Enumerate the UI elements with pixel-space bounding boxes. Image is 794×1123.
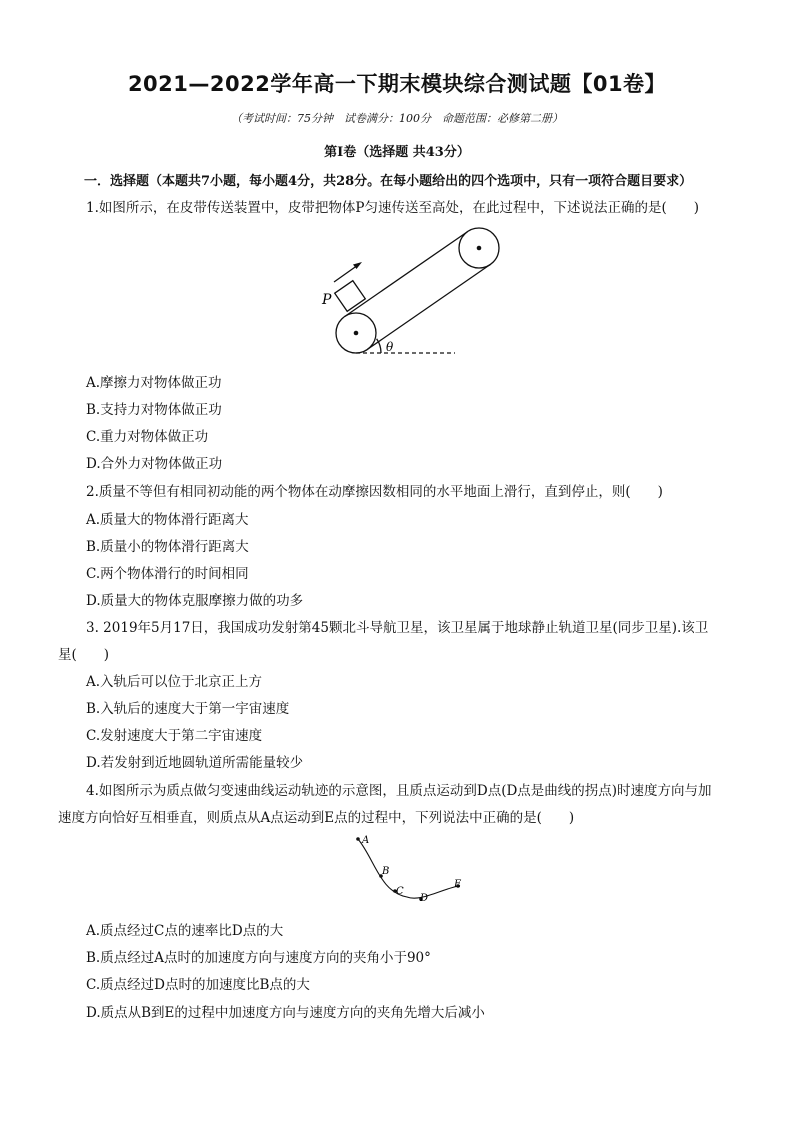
- label-d: D: [420, 893, 429, 904]
- q4-option-c: C.质点经过D点时的加速度比B点的大: [86, 977, 310, 993]
- exam-title: 2021—2022学年高一下期末模块综合测试题【01卷】: [127, 72, 667, 96]
- q4-option-b: B.质点经过A点时的加速度方向与速度方向的夹角小于90°: [86, 950, 431, 966]
- q3-option-d: D.若发射到近地圆轨道所需能量较少: [86, 755, 304, 771]
- belt-bottom: [367, 264, 490, 349]
- q4-stem-line1: 4.如图所示为质点做匀变速曲线运动轨迹的示意图，且质点运动到D点(D点是曲线的拐点)时速度方向与加: [86, 783, 712, 799]
- q1-belt-figure: [310, 225, 510, 360]
- q4-trajectory-figure: [340, 830, 480, 910]
- label-c: C: [396, 886, 404, 897]
- label-a: A: [362, 835, 370, 846]
- q2-option-c: C.两个物体滑行的时间相同: [86, 566, 249, 582]
- label-theta: θ: [386, 340, 394, 354]
- q1-option-a: A.摩擦力对物体做正功: [86, 375, 222, 391]
- lower-pulley-axle: [354, 331, 359, 336]
- q4-option-a: A.质点经过C点的速率比D点的大: [86, 923, 284, 939]
- label-e: E: [454, 879, 462, 890]
- block-p: [335, 281, 366, 312]
- q3-option-c: C.发射速度大于第二宇宙速度: [86, 728, 263, 744]
- exam-subtitle: （考试时间：75分钟 试卷满分：100分 命题范围：必修第二册）: [231, 112, 563, 125]
- section-title: 第Ⅰ卷（选择题 共43分）: [324, 145, 470, 160]
- part-instructions: 一．选择题（本题共7小题，每小题4分，共28分。在每小题给出的四个选项中，只有一项符合题目要求）: [84, 174, 693, 189]
- q3-stem-line2: 星( ): [58, 647, 110, 663]
- velocity-arrow: [334, 262, 362, 282]
- q4-stem-line2: 速度方向恰好互相垂直，则质点从A点运动到E点的过程中，下列说法中正确的是( ): [58, 810, 575, 826]
- q2-option-d: D.质量大的物体克服摩擦力做的功多: [86, 593, 304, 609]
- belt-top: [345, 232, 468, 317]
- q3-option-b: B.入轨后的速度大于第一宇宙速度: [86, 701, 290, 717]
- q1-option-b: B.支持力对物体做正功: [86, 402, 222, 418]
- q3-stem-line1: 3. 2019年5月17日，我国成功发射第45颗北斗导航卫星，该卫星属于地球静止轨道卫星(同步卫星).该卫: [86, 620, 709, 636]
- label-b: B: [382, 866, 390, 877]
- upper-pulley-axle: [477, 246, 482, 251]
- q4-option-d: D.质点从B到E的过程中加速度方向与速度方向的夹角先增大后减小: [86, 1005, 485, 1021]
- q1-option-c: C.重力对物体做正功: [86, 429, 209, 445]
- label-p: P: [322, 292, 332, 308]
- q2-option-b: B.质量小的物体滑行距离大: [86, 539, 249, 555]
- point-a: [356, 837, 360, 841]
- q1-option-d: D.合外力对物体做正功: [86, 456, 223, 472]
- q3-option-a: A.入轨后可以位于北京正上方: [86, 674, 263, 690]
- q1-stem: 1.如图所示，在皮带传送装置中，皮带把物体P匀速传送至高处，在此过程中，下述说法正确的是( ): [86, 200, 699, 216]
- trajectory-curve: [358, 839, 458, 898]
- q2-stem: 2.质量不等但有相同初动能的两个物体在动摩擦因数相同的水平地面上滑行，直到停止，则( ): [86, 484, 663, 500]
- q2-option-a: A.质量大的物体滑行距离大: [86, 512, 249, 528]
